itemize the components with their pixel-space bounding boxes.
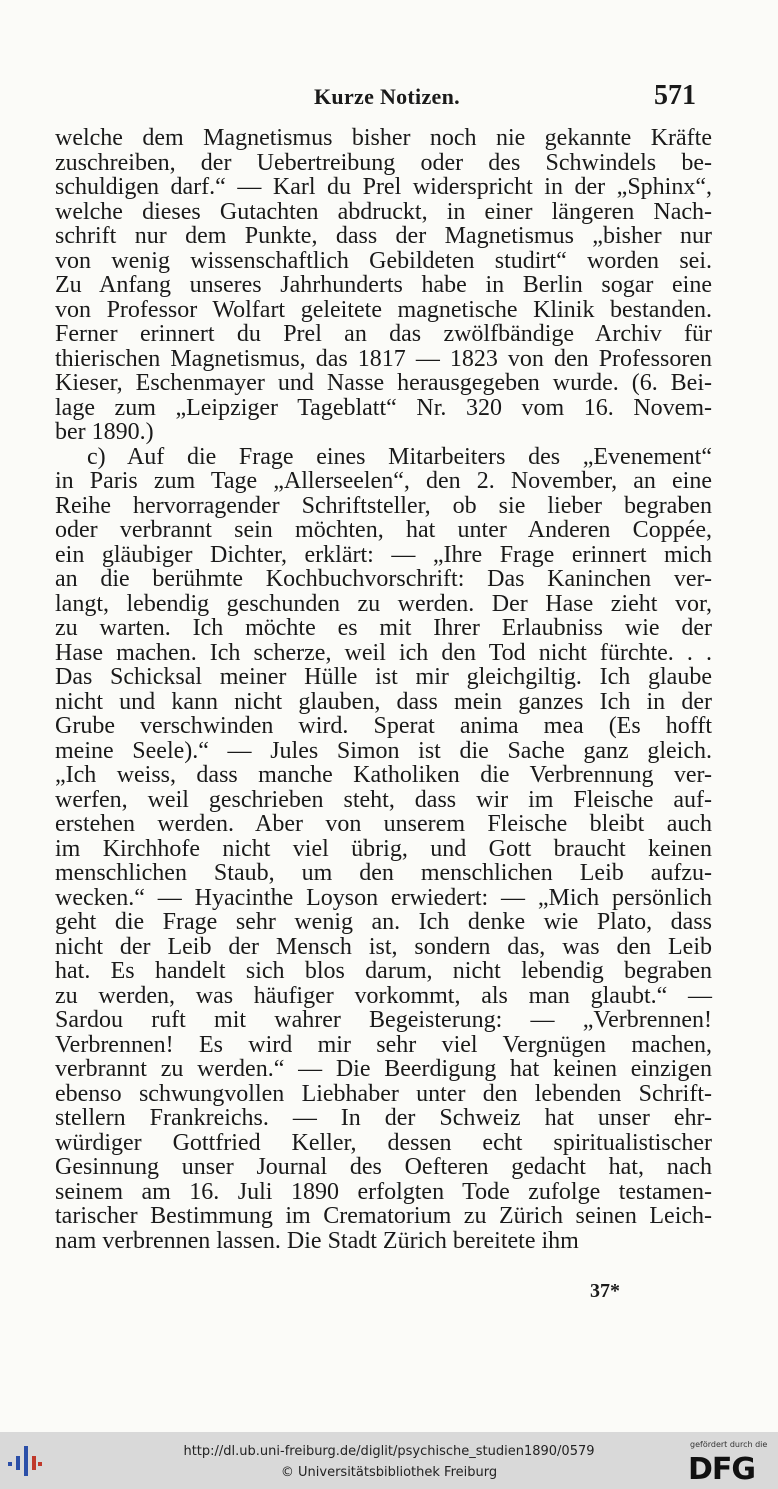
text-line: von Professor Wolfart geleitete magnetische Klinik bestanden. <box>55 296 712 323</box>
text-line: zu werden, was häufiger vorkommt, als man glaubt.“ — <box>55 982 712 1009</box>
text-line: nam verbrennen lassen. Die Stadt Zürich bereitete ihm <box>55 1227 579 1254</box>
text-line: zu warten. Ich möchte es mit Ihrer Erlaubniss wie der <box>55 615 712 641</box>
dfg-caption: gefördert durch die <box>690 1440 768 1449</box>
footer-bar <box>0 1432 778 1489</box>
text-line: verbrannt zu werden.“ — Die Beerdigung hat keinen einzigen <box>55 1056 712 1082</box>
footer-copyright: © Universitätsbibliothek Freiburg <box>280 1465 498 1480</box>
text-line: würdiger Gottfried Keller, dessen echt spiritualistischer <box>55 1129 712 1156</box>
text-line: an die berühmte Kochbuchvorschrift: Das Kaninchen ver- <box>55 566 712 592</box>
text-line: welche dieses Gutachten abdruckt, in einer längeren Nach- <box>55 198 712 225</box>
footer-url-link[interactable]: http://dl.ub.uni-freiburg.de/diglit/psychische_studien1890/0579 <box>183 1444 595 1459</box>
text-line: geht die Frage sehr wenig an. Ich denke wie Plato, dass <box>55 909 712 935</box>
page-number: 571 <box>654 80 696 111</box>
text-line: menschlichen Staub, um den menschlichen Leib aufzu- <box>55 860 712 886</box>
text-line: Gesinnung unser Journal des Oefteren gedacht hat, nach <box>55 1154 712 1180</box>
text-line: „Ich weiss, dass manche Katholiken die Verbrennung ver- <box>55 762 712 788</box>
dfg-logo: DFG <box>688 1452 756 1487</box>
text-line: Kieser, Eschenmayer und Nasse herausgegeben wurde. (6. Bei- <box>55 370 712 396</box>
text-line: tarischer Bestimmung im Crematorium zu Zürich seinen Leich- <box>55 1203 712 1229</box>
text-line: Grube verschwinden wird. Sperat anima mea (Es hofft <box>55 713 712 739</box>
text-line: wecken.“ — Hyacinthe Loyson erwiedert: — „Mich persönlich <box>55 884 712 911</box>
text-line: stellern Frankreichs. — In der Schweiz hat unser ehr- <box>55 1105 712 1131</box>
text-line: meine Seele).“ — Jules Simon ist die Sache ganz gleich. <box>55 737 712 764</box>
text-line: schuldigen darf.“ — Karl du Prel widerspricht in der „Sphinx“, <box>55 174 712 200</box>
text-line: Das Schicksal meiner Hülle ist mir gleichgiltig. Ich glaube <box>55 664 712 690</box>
text-line: lage zum „Leipziger Tageblatt“ Nr. 320 vom 16. Novem- <box>55 394 712 421</box>
text-line: Hase machen. Ich scherze, weil ich den Tod nicht fürchte. . . <box>55 639 712 666</box>
text-line: zuschreiben, der Uebertreibung oder des Schwindels be- <box>55 149 712 176</box>
text-line: schrift nur dem Punkte, dass der Magnetismus „bisher nur <box>55 223 712 249</box>
text-line: welche dem Magnetismus bisher noch nie gekannte Kräfte <box>55 125 712 151</box>
text-line: thierischen Magnetismus, das 1817 — 1823 von den Professoren <box>55 345 712 372</box>
text-line: ebenso schwungvollen Liebhaber unter den lebenden Schrift- <box>55 1080 712 1107</box>
text-line: im Kirchhofe nicht viel übrig, und Gott braucht keinen <box>55 835 712 862</box>
text-line: Zu Anfang unseres Jahrhunderts habe in Berlin sogar eine <box>55 272 712 298</box>
text-line: ber 1890.) <box>55 419 154 445</box>
text-line: Ferner erinnert du Prel an das zwölfbändige Archiv für <box>55 321 712 347</box>
text-line: Sardou ruft mit wahrer Begeisterung: — „Verbrennen! <box>55 1007 712 1033</box>
text-line: seinem am 16. Juli 1890 erfolgten Tode zufolge testamen- <box>55 1178 712 1205</box>
text-line: in Paris zum Tage „Allerseelen“, den 2. November, an eine <box>55 468 712 494</box>
text-line: nicht und kann nicht glauben, dass mein ganzes Ich in der <box>55 688 712 715</box>
text-line: werfen, weil geschrieben steht, dass wir im Fleische auf- <box>55 786 712 813</box>
text-line: langt, lebendig geschunden zu werden. Der Hase zieht vor, <box>55 590 712 617</box>
text-line: oder verbrannt sein möchten, hat unter Anderen Coppée, <box>55 517 712 543</box>
text-line: hat. Es handelt sich blos darum, nicht lebendig begraben <box>55 958 712 984</box>
text-line: nicht der Leib der Mensch ist, sondern das, was den Leib <box>55 933 712 960</box>
running-head: Kurze Notizen. <box>314 84 460 109</box>
sheet-signature: 37* <box>590 1280 620 1302</box>
text-line: von wenig wissenschaftlich Gebildeten studirt“ worden sei. <box>55 247 712 274</box>
text-line: ein gläubiger Dichter, erklärt: — „Ihre Frage erinnert mich <box>55 541 712 568</box>
text-line: c) Auf die Frage eines Mitarbeiters des „Evenement“ <box>87 443 712 470</box>
body-text <box>55 126 712 1253</box>
text-line: Reihe hervorragender Schriftsteller, ob sie lieber begraben <box>55 492 712 519</box>
text-line: erstehen werden. Aber von unserem Fleische bleibt auch <box>55 811 712 837</box>
text-line: Verbrennen! Es wird mir sehr viel Vergnügen machen, <box>55 1031 712 1058</box>
